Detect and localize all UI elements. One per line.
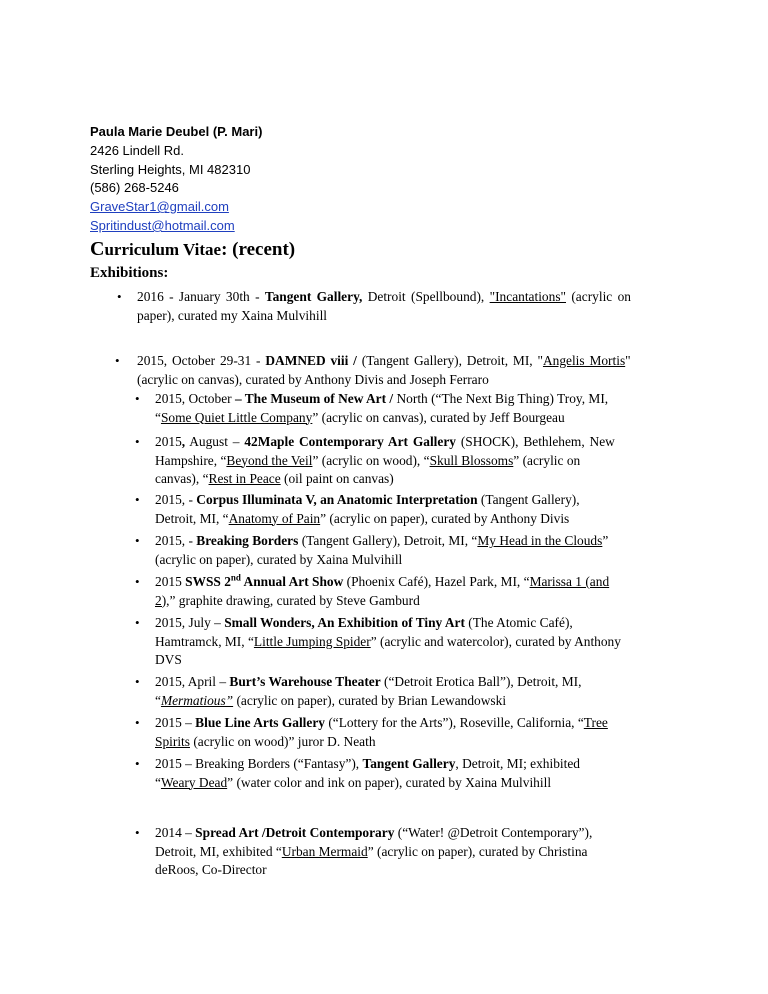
phone-number: (586) 268-5246 <box>90 180 179 196</box>
exhibition-entry <box>115 352 631 389</box>
entry-line: 2015, - Corpus Illuminata V, an Anatomic Interpretation (Tangent Gallery), <box>155 492 580 507</box>
bullet: • <box>135 533 140 548</box>
entry-line: 2015 – Blue Line Arts Gallery (“Lottery for the Arts”), Roseville, California, “Tree <box>155 715 608 730</box>
cv-title-initial: C <box>90 238 105 260</box>
cv-title <box>90 238 295 261</box>
cv-title-colon: : <box>221 239 233 260</box>
cv-title-rest: urriculum Vitae <box>104 240 222 259</box>
artwork-title: Marissa 1 (and <box>529 574 610 589</box>
entry-line: paper), curated my Xaina Mulvihill <box>137 307 328 323</box>
exhibition-entry <box>135 433 615 489</box>
entry-line: Hampshire, “Beyond the Veil” (acrylic on wood), “Skull Blossoms” (acrylic on <box>155 452 581 468</box>
entry-line: (acrylic on paper), curated by Xaina Mulvihill <box>155 551 403 567</box>
artwork-title: Urban Mermaid <box>281 843 368 859</box>
entry-line: 2016 - January 30th - Tangent Gallery, Detroit (Spellbound), "Incantations" (acrylic on <box>137 289 631 304</box>
artwork-title: "Incantations" <box>489 289 566 304</box>
exhibition-entry <box>135 673 582 710</box>
entry-line: 2015, July – Small Wonders, An Exhibition of Tiny Art (The Atomic Café), <box>155 615 573 630</box>
entry-line: “Some Quiet Little Company” (acrylic on canvas), curated by Jeff Bourgeau <box>155 409 565 425</box>
exhibition-entry <box>135 714 608 751</box>
exhibition-entry <box>135 824 593 880</box>
entry-line: Hamtramck, MI, “Little Jumping Spider” (acrylic and watercolor), curated by Anthony <box>155 633 621 649</box>
exhibition-entry <box>135 390 609 427</box>
street-address: 2426 Lindell Rd. <box>90 142 184 158</box>
email-link-2[interactable]: Spritindust@hotmail.com <box>90 217 235 233</box>
exhibition-entry <box>135 491 580 528</box>
cv-title-recent: (recent) <box>232 239 296 260</box>
bullet: • <box>135 492 140 507</box>
entry-line: 2015 – Breaking Borders (“Fantasy”), Tangent Gallery, Detroit, MI; exhibited <box>155 756 580 771</box>
bullet: • <box>135 574 140 589</box>
bullet: • <box>115 353 120 368</box>
exhibition-entry <box>117 288 631 325</box>
entry-line: DVS <box>155 652 182 668</box>
exhibition-entry <box>135 755 580 792</box>
artwork-title: Skull Blossoms <box>429 452 514 468</box>
entry-line: 2),” graphite drawing, curated by Steve Gamburd <box>155 592 420 608</box>
artwork-title: My Head in the Clouds <box>477 533 603 548</box>
bullet: • <box>135 391 140 406</box>
bullet: • <box>135 756 140 771</box>
entry-line: deRoos, Co-Director <box>155 862 267 878</box>
city-state-zip: Sterling Heights, MI 482310 <box>90 161 251 177</box>
entry-line: 2015, October 29-31 - DAMNED viii / (Tangent Gallery), Detroit, MI, "Angelis Mortis" <box>137 353 631 368</box>
entry-line: 2015, - Breaking Borders (Tangent Gallery), Detroit, MI, “My Head in the Clouds” <box>155 533 609 548</box>
bullet: • <box>135 434 140 449</box>
bullet: • <box>135 825 140 840</box>
entry-line: 2015, April – Burt’s Warehouse Theater (“Detroit Erotica Ball”), Detroit, MI, <box>155 674 582 689</box>
entry-line: 2014 – Spread Art /Detroit Contemporary (“Water! @Detroit Contemporary”), <box>155 825 593 840</box>
exhibition-entry <box>135 572 610 610</box>
exhibition-entry <box>135 614 621 670</box>
bullet: • <box>135 674 140 689</box>
artwork-title: Rest in Peace <box>208 471 281 487</box>
artwork-title: Little Jumping Spider <box>253 633 371 649</box>
artwork-title: Mermatious” <box>160 692 234 708</box>
bullet: • <box>117 289 122 304</box>
exhibition-entry <box>135 532 609 569</box>
entry-line: 2015, August – 42Maple Contemporary Art Gallery (SHOCK), Bethlehem, New <box>155 434 615 449</box>
bullet: • <box>135 615 140 630</box>
artwork-title: Some Quiet Little Company <box>160 409 313 425</box>
entry-line: “Mermatious” (acrylic on paper), curated by Brian Lewandowski <box>155 692 507 708</box>
contact-block <box>90 123 262 236</box>
author-name: Paula Marie Deubel (P. Mari) <box>90 124 263 139</box>
exhibitions-heading: Exhibitions: <box>90 265 169 281</box>
entry-line: Detroit, MI, exhibited “Urban Mermaid” (acrylic on paper), curated by Christina <box>155 843 588 859</box>
bullet: • <box>135 715 140 730</box>
entry-line: Detroit, MI, “Anatomy of Pain” (acrylic on paper), curated by Anthony Divis <box>155 510 570 526</box>
entry-line: “Weary Dead” (water color and ink on paper), curated by Xaina Mulvihill <box>155 774 552 790</box>
entry-line: 2015, October – The Museum of New Art / North (“The Next Big Thing) Troy, MI, <box>155 391 609 406</box>
entry-line: Spirits (acrylic on wood)” juror D. Neath <box>155 733 376 749</box>
artwork-title: Angelis Mortis <box>542 353 626 368</box>
artwork-title: Beyond the Veil <box>226 452 313 468</box>
artwork-title: Weary Dead <box>160 774 228 790</box>
entry-line: (acrylic on canvas), curated by Anthony Divis and Joseph Ferraro <box>137 371 489 387</box>
email-link-1[interactable]: GraveStar1@gmail.com <box>90 199 229 215</box>
entry-line: 2015 SWSS 2nd Annual Art Show (Phoenix Café), Hazel Park, MI, “Marissa 1 (and <box>155 572 610 589</box>
entry-line: canvas), “Rest in Peace (oil paint on canvas) <box>155 471 394 487</box>
artwork-title: Tree <box>583 715 608 730</box>
artwork-title: Anatomy of Pain <box>228 510 321 526</box>
